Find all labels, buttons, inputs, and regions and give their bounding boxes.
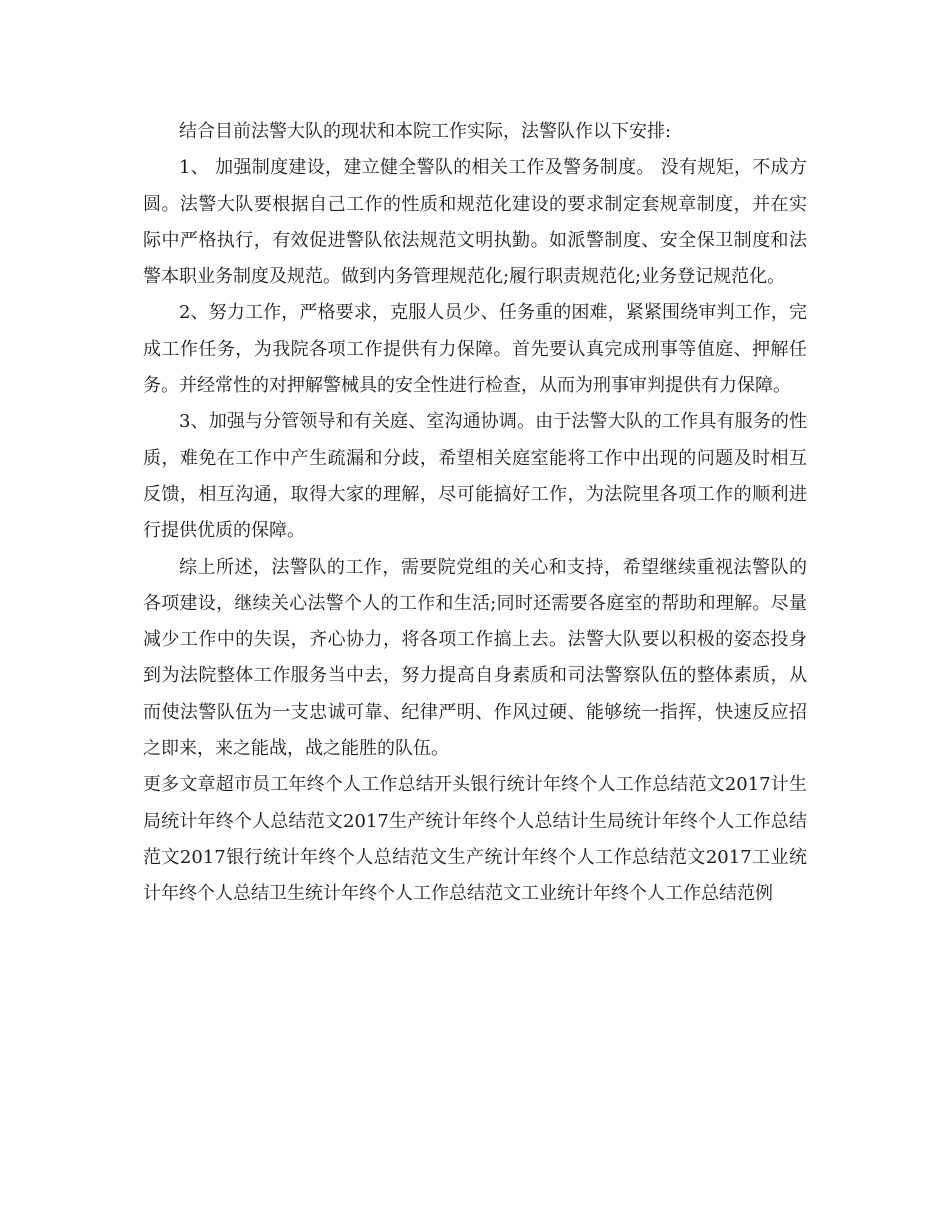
item-2-paragraph: 2、努力工作，严格要求，克服人员少、任务重的困难，紧紧围绕审判工作，完成工作任务，为我院各项工作提供有力保障。首先要认真完成刑事等值庭、押解任务。并经常性的对押解警械具的安全性进行检查，从而为刑事审判提供有力保障。 <box>143 302 807 397</box>
intro-paragraph: 结合目前法警大队的现状和本院工作实际，法警队作以下安排: <box>179 121 672 142</box>
summary-paragraph: 综上所述，法警队的工作，需要院党组的关心和支持，希望继续重视法警队的各项建设，继续关心法警个人的工作和生活;同时还需要各庭室的帮助和理解。尽量减少工作中的失误，齐心协力，将各项工作搞上去。法警大队要以积极的姿态投身到为法院整体工作服务当中去，努力提高自身素质和司法警察队伍的整体素质，从而使法警队伍为一支忠诚可靠、纪律严明、作风过硬、能够统一指挥，快速反应招之即来，来之能战，战之能胜的队伍。 <box>143 556 807 760</box>
document-body <box>143 114 807 913</box>
more-articles-text: 更多文章超市员工年终个人工作总结开头银行统计年终个人工作总结范文2017计生局统计年终个人总结范文2017生产统计年终个人总结计生局统计年终个人工作总结范文2017银行统计年终个人总结范文生产统计年终个人工作总结范文2017工业统计年终个人总结卫生统计年终个人工作总结范文工业统计年终个人工作总结范例 <box>143 774 807 905</box>
item-1-paragraph: 1、 加强制度建设，建立健全警队的相关工作及警务制度。 没有规矩，不成方圆。法警大队要根据自己工作的性质和规范化建设的要求制定套规章制度，并在实际中严格执行，有效促进警队依法规范文明执勤。如派警制度、安全保卫制度和法警本职业务制度及规范。做到内务管理规范化;履行职责规范化;业务登记规范化。 <box>143 157 807 288</box>
item-3-paragraph: 3、加强与分管领导和有关庭、室沟通协调。由于法警大队的工作具有服务的性质，难免在工作中产生疏漏和分歧，希望相关庭室能将工作中出现的问题及时相互反馈，相互沟通，取得大家的理解，尽可能搞好工作，为法院里各项工作的顺利进行提供优质的保障。 <box>143 411 807 542</box>
